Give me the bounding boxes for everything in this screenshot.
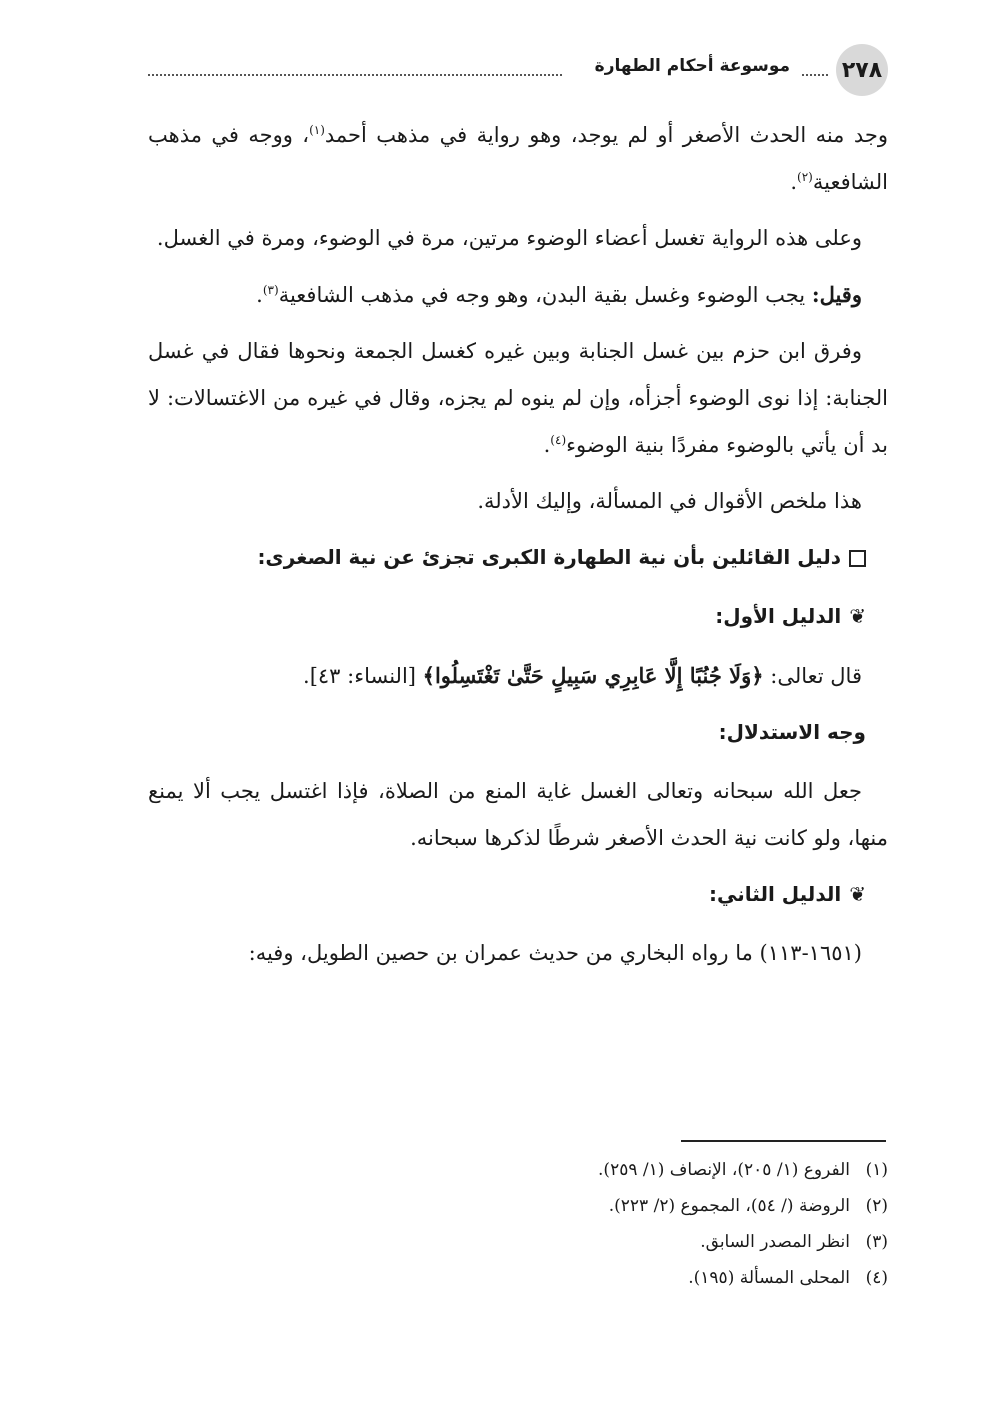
paragraph-3 bbox=[148, 271, 888, 319]
paragraph-text: وفرق ابن حزم بين غسل الجنابة وبين غيره كغسل الجمعة ونحوها فقال في غسل الجنابة: إذا نوى الوضوء أجزأه، وإن لم ينوه لم يجزه، وقال في غيره من الاغتسالات: لا بد أن يأتي بالوضوء مفردًا بنية الوضوء bbox=[148, 339, 888, 457]
header-dotted-rule-left bbox=[148, 74, 562, 76]
footnote bbox=[148, 1188, 888, 1224]
footnote-text: انظر المصدر السابق. bbox=[700, 1232, 850, 1252]
footnote bbox=[148, 1224, 888, 1260]
paragraph-1 bbox=[148, 112, 888, 206]
footnote bbox=[148, 1260, 888, 1296]
page-body bbox=[148, 112, 888, 986]
footnote-number: (١) bbox=[865, 1160, 888, 1180]
footnote-text: المحلى المسألة (١٩٥). bbox=[688, 1268, 850, 1288]
paragraph-text: ، ووجه في مذهب الشافعية bbox=[148, 123, 888, 194]
paragraph-text: . bbox=[256, 283, 263, 307]
verse-paragraph bbox=[148, 652, 888, 700]
paragraph-6: جعل الله سبحانه وتعالى الغسل غاية المنع من الصلاة، فإذا اغتسل يجب ألا يمنع منها، ولو كانت نية الحدث الأصغر شرطًا لذكرها سبحانه. bbox=[148, 779, 888, 850]
footnote-text: الروضة (/ ٥٤)، المجموع (٢/ ٢٢٣). bbox=[608, 1196, 850, 1216]
bold-lead: وقيل: bbox=[811, 282, 862, 307]
evidence-1-heading-text: الدليل الأول: bbox=[715, 604, 842, 628]
square-bullet-icon bbox=[849, 550, 866, 567]
footnote-ref-4: (٤) bbox=[550, 433, 567, 447]
footnotes bbox=[148, 1152, 888, 1296]
footnote bbox=[148, 1152, 888, 1188]
paragraph-4 bbox=[148, 328, 888, 469]
verse-intro: قال تعالى: bbox=[763, 664, 862, 688]
inference-heading: وجه الاستدلال: bbox=[718, 720, 866, 744]
paragraph-7: (١٦٥١-١١٣) ما رواه البخاري من حديث عمران بن حصين الطويل، وفيه: bbox=[248, 941, 862, 965]
paragraph-text: . bbox=[543, 433, 551, 457]
footnote-ref-1: (١) bbox=[309, 123, 325, 137]
leaf-ornament-icon: ❦ bbox=[849, 882, 866, 906]
paragraph-text: وجد منه الحدث الأصغر أو لم يوجد، وهو رواية في مذهب أحمد bbox=[324, 123, 888, 147]
evidence-2-heading-text: الدليل الثاني: bbox=[709, 882, 842, 906]
paragraph-2: وعلى هذه الرواية تغسل أعضاء الوضوء مرتين، مرة في الوضوء، ومرة في الغسل. bbox=[156, 226, 862, 250]
header-dotted-rule-right bbox=[802, 74, 828, 76]
evidence-2-heading bbox=[148, 871, 888, 918]
verse-reference: [النساء: ٤٣]. bbox=[303, 664, 423, 688]
paragraph-5: هذا ملخص الأقوال في المسألة، وإليك الأدلة. bbox=[477, 489, 862, 513]
footnote-number: (٢) bbox=[865, 1196, 888, 1216]
footnote-separator bbox=[681, 1140, 886, 1142]
paragraph-text: يجب الوضوء وغسل بقية البدن، وهو وجه في مذهب الشافعية bbox=[278, 283, 812, 307]
footnote-ref-3: (٣) bbox=[262, 283, 279, 297]
quran-verse: ﴿وَلَا جُنُبًا إِلَّا عَابِرِي سَبِيلٍ حَتَّىٰ تَغْتَسِلُوا﴾ bbox=[422, 663, 764, 688]
footnote-ref-2: (٢) bbox=[797, 170, 813, 184]
footnote-number: (٣) bbox=[865, 1232, 888, 1252]
section-heading bbox=[148, 534, 888, 581]
evidence-1-heading bbox=[148, 593, 888, 640]
leaf-ornament-icon: ❦ bbox=[849, 604, 866, 628]
page-number: ٢٧٨ bbox=[836, 44, 888, 96]
paragraph-text: . bbox=[790, 170, 798, 194]
book-title: موسوعة أحكام الطهارة bbox=[589, 56, 796, 76]
page-header bbox=[148, 44, 888, 106]
section-heading-text: دليل القائلين بأن نية الطهارة الكبرى تجزئ عن نية الصغرى: bbox=[257, 545, 841, 569]
footnote-text: الفروع (١/ ٢٠٥)، الإنصاف (١/ ٢٥٩). bbox=[598, 1160, 850, 1180]
footnote-number: (٤) bbox=[865, 1268, 888, 1288]
